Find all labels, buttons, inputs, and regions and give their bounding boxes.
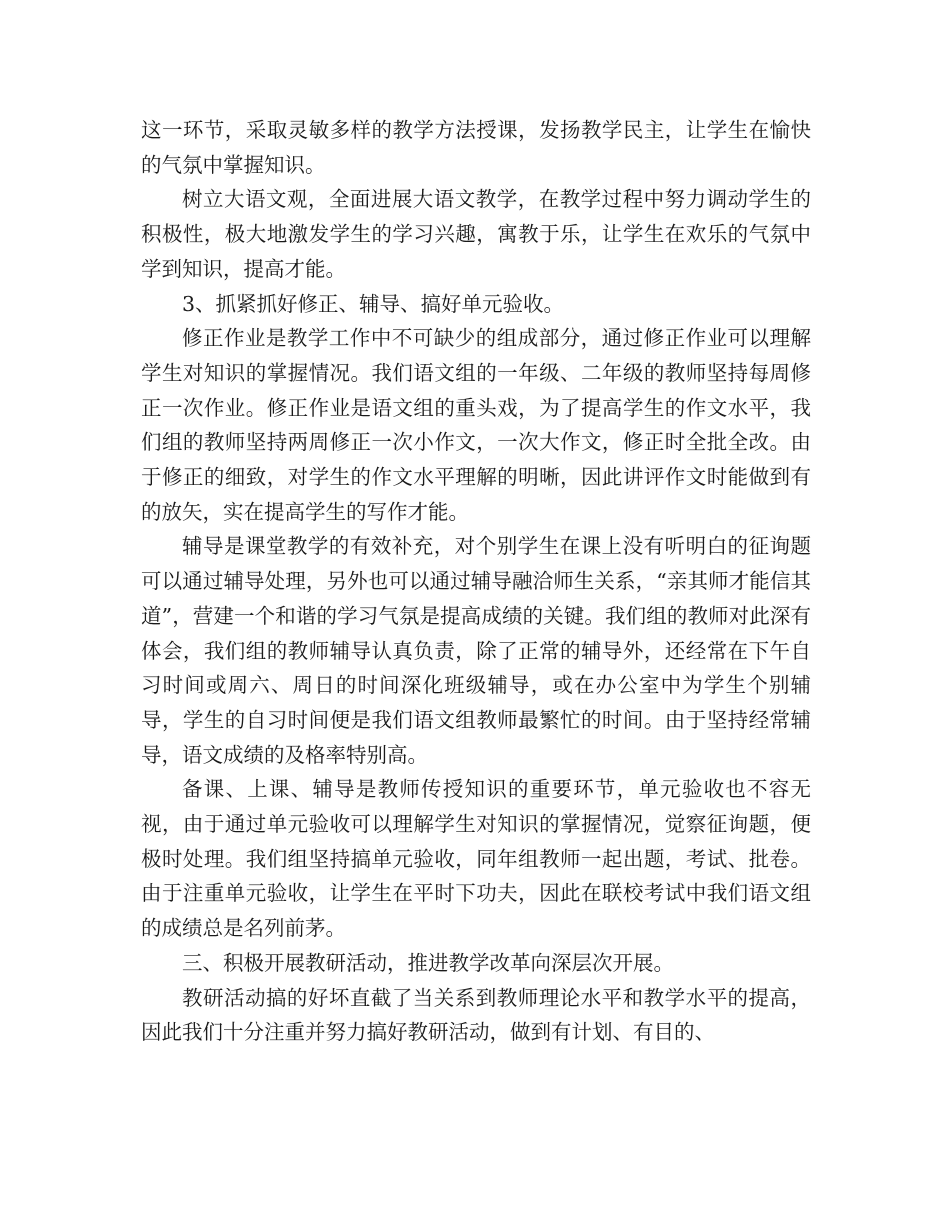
paragraph-tutoring: 辅导是课堂教学的有效补充，对个别学生在课上没有听明白的征询题可以通过辅导处理，另外也可以通过辅导融洽师生关系，“亲其师才能信其道”，营建一个和谐的学习气氛是提高成绩的关键。我们组的教师对此深有体会，我们组的教师辅导认真负责，除了正常的辅导外，还经常在下午自习时间或周六、周日的时间深化班级辅导，或在办公室中为学生个别辅导，学生的自习时间便是我们语文组教师最繁忙的时间。由于坚持经常辅导，语文成绩的及格率特别高。: [141, 534, 811, 767]
section-heading-teaching-research: 三、积极开展教研活动，推进教学改革向深层次开展。: [182, 950, 674, 975]
paragraph-unit-assessment: 备课、上课、辅导是教师传授知识的重要环节，单元验收也不容无视，由于通过单元验收可以理解学生对知识的掌握情况，觉察征询题，便极时处理。我们组坚持搞单元验收，同年组教师一起出题，考试、批卷。由于注重单元验收，让学生在平时下功夫，因此在联校考试中我们语文组的成绩总是名列前茅。: [141, 777, 811, 941]
paragraph-teaching-research: 教研活动搞的好坏直截了当关系到教师理论水平和教学水平的提高，因此我们十分注重并努力搞好教研活动，做到有计划、有目的、: [141, 985, 811, 1045]
paragraph-continuation: 这一环节，采取灵敏多样的教学方法授课，发扬教学民主，让学生在愉快的气氛中掌握知识。: [141, 118, 811, 177]
paragraph-homework-correction: 修正作业是教学工作中不可缺少的组成部分，通过修正作业可以理解学生对知识的掌握情况。我们语文组的一年级、二年级的教师坚持每周修正一次作业。修正作业是语文组的重头戏，为了提高学生的作文水平，我们组的教师坚持两周修正一次小作文，一次大作文，修正时全批全改。由于修正的细致，对学生的作文水平理解的明晰，因此讲评作文时能做到有的放矢，实在提高学生的写作才能。: [141, 326, 811, 524]
section-heading-correction-tutoring: 3、抓紧抓好修正、辅导、搞好单元验收。: [182, 291, 565, 316]
document-body: [141, 113, 811, 1050]
paragraph-language-view: 树立大语文观，全面进展大语文教学，在教学过程中努力调动学生的积极性，极大地激发学生的学习兴趣，寓教于乐，让学生在欢乐的气氛中学到知识，提高才能。: [141, 187, 811, 281]
